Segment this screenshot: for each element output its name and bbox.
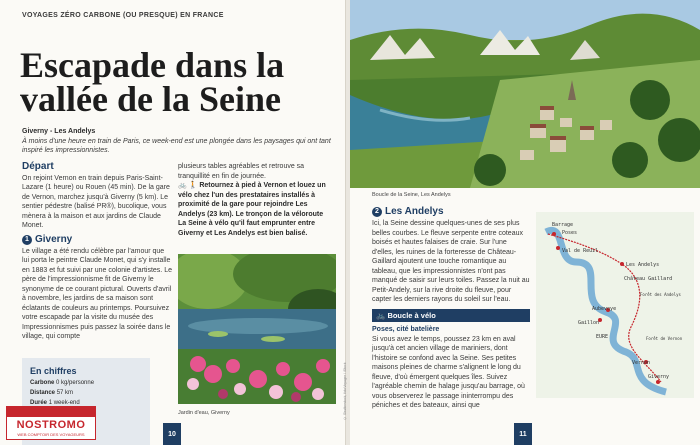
map-label-val-de-reuil: Val de Reuil [562,248,599,254]
map-label-aubevoye: Aubevoye [592,306,617,312]
page-number-right: 11 [514,423,532,445]
subtitle: Giverny - Les Andelys [22,128,96,135]
boucle-label-text: Boucle à vélo [387,310,436,320]
map-label-andelys: Les Andelys [626,262,660,268]
logo-name: NOSTROMO [16,419,86,431]
column-left [22,160,172,342]
boucle-label: 🚲 Boucle à vélo [372,309,530,323]
left-page [0,0,346,445]
giverny-text: Le village a été rendu célèbre par l'amour que lui porta le peintre Claude Monet, qui s'y installe en 1883 et fut suivi par une colonie d'artistes. Le père de l'impressionnisme fit de Giverny le synonyme de ce courant pictural. Ouverts d'avril à novembre, les jardins de sa maison sont éclatants de couleurs au printemps. Poursuivez votre escapade par la visite du musée des Impressionnismes puis passez la soirée dans le village, qui compte [22,247,172,340]
andelys-heading-label: Les Andelys [385,206,444,217]
page-number-left: 10 [163,423,181,445]
map-label-foret-vernon: Forêt de Vernon [646,336,683,341]
photo-credit: © Shutterstock, fotoVoyager / iStock [343,362,347,420]
right-page [350,0,700,445]
column-middle [178,162,328,238]
map-label-poses: Poses [562,230,578,236]
andelys-heading [372,207,530,217]
map-label-barrage: Barrage [552,222,574,228]
map-label-vernon: Vernon [632,360,651,366]
map-label-gaillon: Gaillon [578,320,600,326]
map-label-giverny: Giverny [648,374,670,380]
step-number-2: 2 [372,207,382,217]
garden-photo [178,254,336,404]
boucle-sub: Poses, cité batelière [372,326,440,333]
intro-text: À moins d'une heure en train de Paris, ce week-end est une plongée dans les paysages qui ont tant inspiré les impressionnistes. [22,138,331,154]
river-photo [350,0,700,188]
map-label-chateau: Château Gaillard [624,276,673,282]
column-right [372,205,530,411]
boucle-text: Si vous avez le temps, poussez 23 km en aval jusqu'à cet ancien village de mariniers, dont l'histoire se confond avec la Seine. Ses petites maisons pleines de charme s'alignent le long du fleuve, d'où émergent quelques îles. Suivez l'agréable chemin de halage jusqu'au barrage, où vous observerez le passage ininterrompu des péniches et des bateaux, ainsi que [372,335,525,409]
river-caption: Boucle de la Seine, Les Andelys [372,192,451,198]
stats-title: En chiffres [30,366,77,376]
page-title: Escapade dans la vallée de la Seine [20,45,285,119]
logo-tag: WEB COMPTOIR DES VOYAGEURS [17,432,85,437]
stats-row: Distance 57 km [30,390,74,396]
stats-row: Carbone 0 kg/personne [30,380,95,386]
step-number-1: 1 [22,235,32,245]
depart-heading: Départ [22,161,54,172]
route-map [536,212,694,398]
map-label-foret-andelys: Forêt des Andelys [640,292,681,297]
depart-text: On rejoint Vernon en train depuis Paris-Saint-Lazare (1 heure) ou Rouen (45 min). De la gare de Vernon, marchez jusqu'à Giverny (5 km). Le sentier pédestre (balisé PR®), bucolique, vous mènera à la maison et aux jardins de Claude Monet. [22,174,170,229]
nostromo-logo [6,406,96,440]
andelys-text: Ici, la Seine dessine quelques-unes de ses plus belles courbes. Le fleuve serpente entre coteaux boisés et hautes falaises de craie. Sur l'une d'elles, les ruines de la forteresse de Château-Gaillard ajoutent une touche romantique au tableau, que les impressionnistes n'ont pas manqué de saisir sur leurs toiles. Passez la nuit au Petit-Andely, sur la rive droite du fleuve, pour capter les derniers rayons du soleil sur l'eau. [372,220,530,303]
giverny-heading [22,235,172,245]
stats-row: Durée 1 week-end [30,400,80,406]
col2-bold: 🚲 🚶 Retournez à pied à Vernon et louez un vélo chez l'un des prestataires installés à proximité de la gare pour rejoindre Les Andelys (23 km). Le tronçon de la véloroute La Seine à vélo qu'il faut emprunter entre Giverny et Les Andelys est bien balisé. [178,182,326,237]
section-header: VOYAGES ZÉRO CARBONE (OU PRESQUE) EN FRANCE [22,12,224,19]
col2-text: plusieurs tables agréables et retrouve sa tranquillité en fin de journée. [178,163,305,180]
map-label-eure: EURE [596,334,609,340]
giverny-heading-label: Giverny [35,233,73,245]
garden-caption: Jardin d'eau, Giverny [178,410,230,416]
